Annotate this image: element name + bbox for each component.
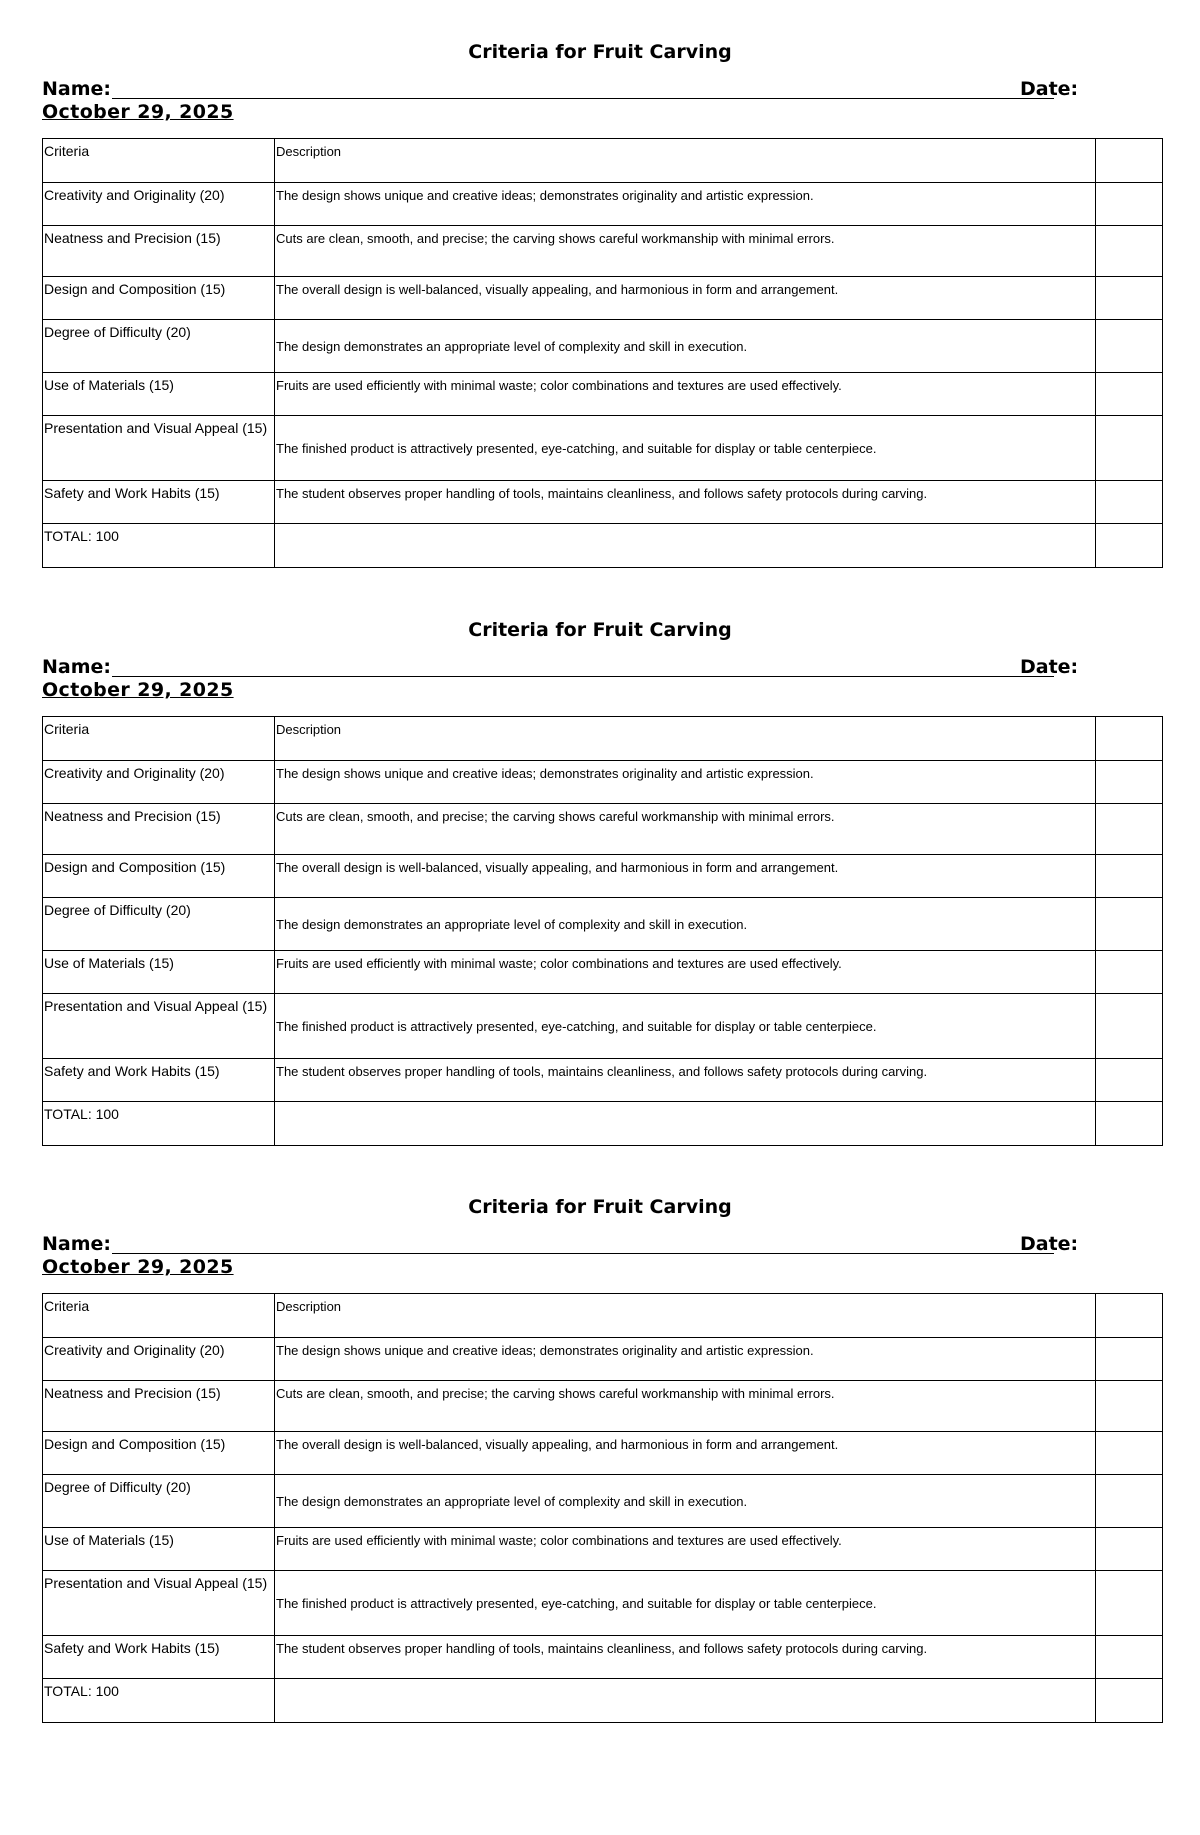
- description-cell: The design shows unique and creative ideas; demonstrates originality and artistic expression.: [275, 1338, 1096, 1381]
- score-cell[interactable]: [1096, 320, 1163, 373]
- table-row: [43, 1059, 1163, 1102]
- name-label: Name:: [42, 656, 112, 678]
- score-cell[interactable]: [1096, 481, 1163, 524]
- criteria-cell: Design and Composition (15): [43, 855, 275, 898]
- header-description: Description: [275, 139, 1096, 183]
- name-blank-line[interactable]: [112, 1253, 1054, 1254]
- name-label: Name:: [42, 1233, 112, 1255]
- criteria-cell: Design and Composition (15): [43, 277, 275, 320]
- name-blank-line[interactable]: [112, 676, 1054, 677]
- criteria-cell: Safety and Work Habits (15): [43, 481, 275, 524]
- score-cell[interactable]: [1096, 1636, 1163, 1679]
- criteria-cell: Creativity and Originality (20): [43, 183, 275, 226]
- score-cell[interactable]: [1096, 898, 1163, 951]
- table-row: [43, 416, 1163, 481]
- score-cell[interactable]: [1096, 373, 1163, 416]
- score-cell[interactable]: [1096, 1571, 1163, 1636]
- description-cell: The finished product is attractively presented, eye-catching, and suitable for display or table centerpiece.: [275, 994, 1096, 1059]
- criteria-cell: Neatness and Precision (15): [43, 1381, 275, 1432]
- total-description-cell: [275, 1679, 1096, 1723]
- table-header-row: [43, 1294, 1163, 1338]
- score-cell[interactable]: [1096, 1432, 1163, 1475]
- total-row: [43, 1102, 1163, 1146]
- score-cell[interactable]: [1096, 1528, 1163, 1571]
- table-row: [43, 1528, 1163, 1571]
- description-cell: Fruits are used efficiently with minimal waste; color combinations and textures are used effectively.: [275, 373, 1096, 416]
- criteria-cell: Use of Materials (15): [43, 951, 275, 994]
- header-criteria: Criteria: [43, 1294, 275, 1338]
- criteria-cell: Presentation and Visual Appeal (15): [43, 1571, 275, 1636]
- total-description-cell: [275, 524, 1096, 568]
- description-cell: The design demonstrates an appropriate level of complexity and skill in execution.: [275, 898, 1096, 951]
- date-label: Date:: [1020, 656, 1079, 678]
- description-cell: The student observes proper handling of tools, maintains cleanliness, and follows safety protocols during carving.: [275, 1059, 1096, 1102]
- criteria-cell: Presentation and Visual Appeal (15): [43, 416, 275, 481]
- score-cell[interactable]: [1096, 994, 1163, 1059]
- description-cell: Cuts are clean, smooth, and precise; the carving shows careful workmanship with minimal errors.: [275, 226, 1096, 277]
- criteria-cell: Use of Materials (15): [43, 1528, 275, 1571]
- description-cell: The overall design is well-balanced, visually appealing, and harmonious in form and arrangement.: [275, 1432, 1096, 1475]
- name-date-line: [42, 1233, 1158, 1257]
- rubric-table: [42, 138, 1163, 568]
- criteria-cell: Neatness and Precision (15): [43, 226, 275, 277]
- header-description: Description: [275, 717, 1096, 761]
- table-row: [43, 1571, 1163, 1636]
- table-row: [43, 183, 1163, 226]
- table-header-row: [43, 717, 1163, 761]
- table-row: [43, 1381, 1163, 1432]
- criteria-cell: Use of Materials (15): [43, 373, 275, 416]
- rubric-sheet-2: [42, 618, 1158, 1146]
- score-cell[interactable]: [1096, 1059, 1163, 1102]
- header-score: [1096, 1294, 1163, 1338]
- score-cell[interactable]: [1096, 804, 1163, 855]
- description-cell: Fruits are used efficiently with minimal waste; color combinations and textures are used effectively.: [275, 1528, 1096, 1571]
- description-cell: The student observes proper handling of tools, maintains cleanliness, and follows safety protocols during carving.: [275, 481, 1096, 524]
- rubric-table: [42, 1293, 1163, 1723]
- table-row: [43, 320, 1163, 373]
- total-description-cell: [275, 1102, 1096, 1146]
- score-cell[interactable]: [1096, 1338, 1163, 1381]
- criteria-cell: Presentation and Visual Appeal (15): [43, 994, 275, 1059]
- score-cell[interactable]: [1096, 183, 1163, 226]
- score-cell[interactable]: [1096, 226, 1163, 277]
- date-value: October 29, 2025: [42, 1256, 234, 1278]
- criteria-cell: Safety and Work Habits (15): [43, 1059, 275, 1102]
- table-header-row: [43, 139, 1163, 183]
- name-label: Name:: [42, 78, 112, 100]
- table-row: [43, 481, 1163, 524]
- criteria-cell: Degree of Difficulty (20): [43, 320, 275, 373]
- name-blank-line[interactable]: [112, 98, 1054, 99]
- criteria-cell: Degree of Difficulty (20): [43, 1475, 275, 1528]
- rubric-title: Criteria for Fruit Carving: [468, 41, 732, 63]
- total-label: TOTAL: 100: [43, 1102, 275, 1146]
- description-cell: The student observes proper handling of tools, maintains cleanliness, and follows safety protocols during carving.: [275, 1636, 1096, 1679]
- table-row: [43, 994, 1163, 1059]
- table-row: [43, 898, 1163, 951]
- table-row: [43, 951, 1163, 994]
- rubric-title: Criteria for Fruit Carving: [468, 1196, 732, 1218]
- header-score: [1096, 717, 1163, 761]
- name-date-line: [42, 78, 1158, 102]
- header-description: Description: [275, 1294, 1096, 1338]
- description-cell: Cuts are clean, smooth, and precise; the carving shows careful workmanship with minimal errors.: [275, 1381, 1096, 1432]
- description-cell: The design shows unique and creative ideas; demonstrates originality and artistic expression.: [275, 761, 1096, 804]
- description-cell: The overall design is well-balanced, visually appealing, and harmonious in form and arrangement.: [275, 277, 1096, 320]
- header-criteria: Criteria: [43, 717, 275, 761]
- criteria-cell: Creativity and Originality (20): [43, 761, 275, 804]
- description-cell: The overall design is well-balanced, visually appealing, and harmonious in form and arrangement.: [275, 855, 1096, 898]
- rubric-sheet-3: [42, 1195, 1158, 1723]
- table-row: [43, 277, 1163, 320]
- rubric-table: [42, 716, 1163, 1146]
- table-row: [43, 1432, 1163, 1475]
- description-cell: Fruits are used efficiently with minimal waste; color combinations and textures are used effectively.: [275, 951, 1096, 994]
- table-row: [43, 1475, 1163, 1528]
- criteria-cell: Degree of Difficulty (20): [43, 898, 275, 951]
- date-label: Date:: [1020, 78, 1079, 100]
- table-row: [43, 226, 1163, 277]
- total-label: TOTAL: 100: [43, 1679, 275, 1723]
- total-label: TOTAL: 100: [43, 524, 275, 568]
- table-row: [43, 1338, 1163, 1381]
- score-cell[interactable]: [1096, 761, 1163, 804]
- rubric-title: Criteria for Fruit Carving: [468, 619, 732, 641]
- score-cell[interactable]: [1096, 1475, 1163, 1528]
- score-cell[interactable]: [1096, 416, 1163, 481]
- description-cell: The design shows unique and creative ideas; demonstrates originality and artistic expression.: [275, 183, 1096, 226]
- date-label: Date:: [1020, 1233, 1079, 1255]
- description-cell: The finished product is attractively presented, eye-catching, and suitable for display or table centerpiece.: [275, 1571, 1096, 1636]
- criteria-cell: Creativity and Originality (20): [43, 1338, 275, 1381]
- total-score-cell[interactable]: [1096, 1679, 1163, 1723]
- total-score-cell[interactable]: [1096, 1102, 1163, 1146]
- description-cell: The design demonstrates an appropriate level of complexity and skill in execution.: [275, 1475, 1096, 1528]
- rubric-sheet-1: [42, 40, 1158, 568]
- description-cell: The design demonstrates an appropriate level of complexity and skill in execution.: [275, 320, 1096, 373]
- criteria-cell: Design and Composition (15): [43, 1432, 275, 1475]
- total-row: [43, 524, 1163, 568]
- date-value: October 29, 2025: [42, 679, 234, 701]
- score-cell[interactable]: [1096, 1381, 1163, 1432]
- header-score: [1096, 139, 1163, 183]
- total-row: [43, 1679, 1163, 1723]
- table-row: [43, 1636, 1163, 1679]
- description-cell: The finished product is attractively presented, eye-catching, and suitable for display or table centerpiece.: [275, 416, 1096, 481]
- total-score-cell[interactable]: [1096, 524, 1163, 568]
- table-row: [43, 855, 1163, 898]
- table-row: [43, 373, 1163, 416]
- score-cell[interactable]: [1096, 855, 1163, 898]
- criteria-cell: Safety and Work Habits (15): [43, 1636, 275, 1679]
- header-criteria: Criteria: [43, 139, 275, 183]
- score-cell[interactable]: [1096, 277, 1163, 320]
- name-date-line: [42, 656, 1158, 680]
- date-value: October 29, 2025: [42, 101, 234, 123]
- description-cell: Cuts are clean, smooth, and precise; the carving shows careful workmanship with minimal errors.: [275, 804, 1096, 855]
- score-cell[interactable]: [1096, 951, 1163, 994]
- criteria-cell: Neatness and Precision (15): [43, 804, 275, 855]
- table-row: [43, 804, 1163, 855]
- table-row: [43, 761, 1163, 804]
